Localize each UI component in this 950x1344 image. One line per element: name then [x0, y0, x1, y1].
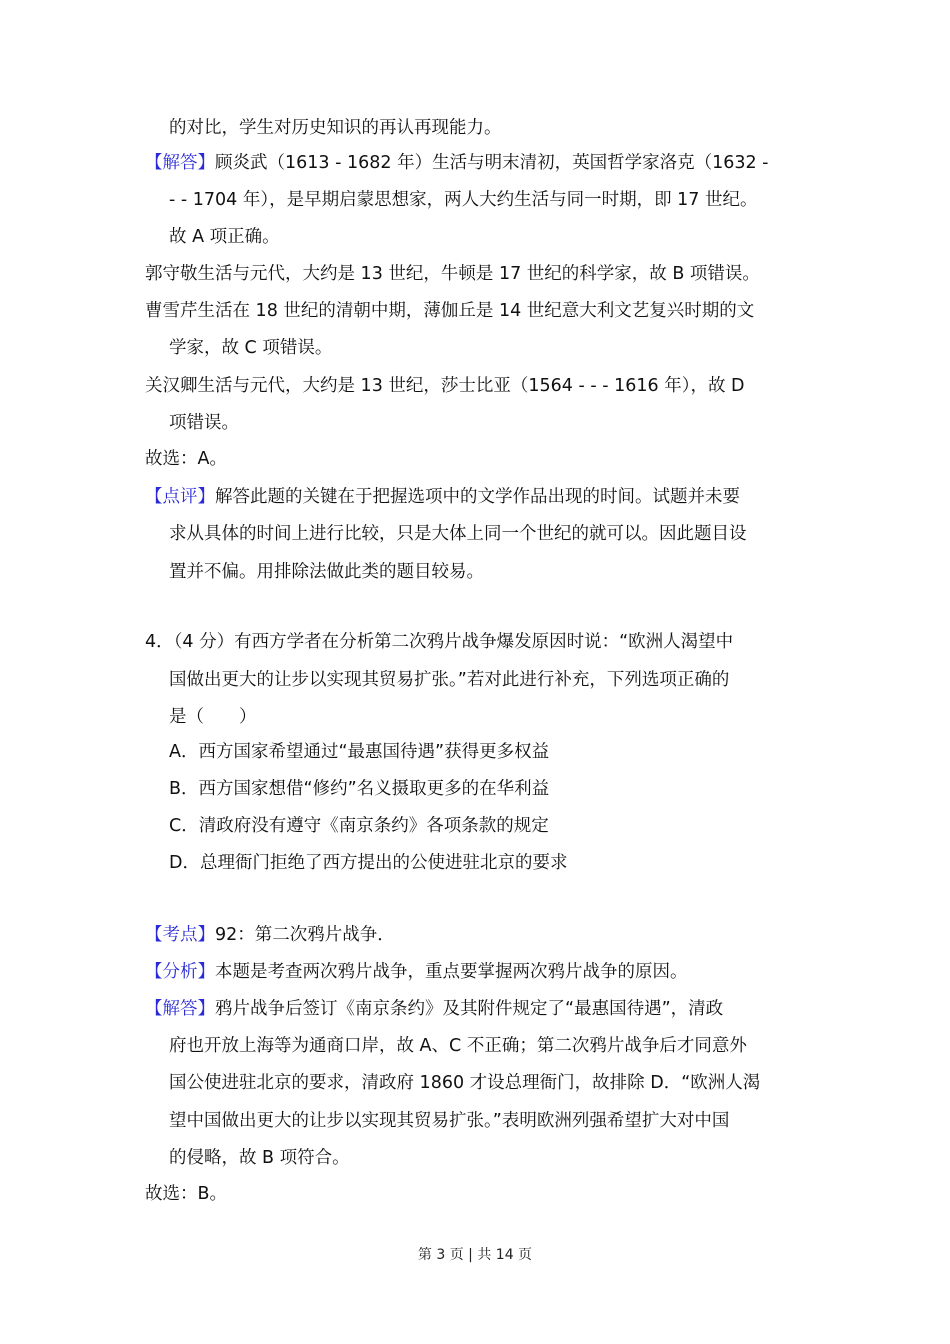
- answer-text: 鸦片战争后签订《南京条约》及其附件规定了“最惠国待遇”，清政: [215, 999, 724, 1019]
- analysis-tail: 的对比，学生对历史知识的再认再现能力。: [169, 118, 502, 138]
- analysis-text: 本题是考查两次鸦片战争，重点要掌握两次鸦片战争的原因。: [215, 962, 688, 982]
- answer-line: 曹雪芹生活在 18 世纪的清朝中期，薄伽丘是 14 世纪意大利文艺复兴时期的文: [145, 301, 755, 321]
- analysis-label: 【分析】: [145, 962, 215, 982]
- question-stem: 4．（4 分）有西方学者在分析第二次鸦片战争爆发原因时说：“欧洲人渴望中: [145, 632, 734, 652]
- solution-answer-line: 望中国做出更大的让步以实现其贸易扩张。”表明欧洲列强希望扩大对中国: [169, 1111, 730, 1131]
- comment-line: [145, 485, 740, 509]
- option-a: A．西方国家希望通过“最惠国待遇”获得更多权益: [169, 742, 550, 762]
- answer-line: 郭守敬生活与元代，大约是 13 世纪，牛顿是 17 世纪的科学家，故 B 项错误。: [145, 264, 760, 284]
- solution-answer-line: 府也开放上海等为通商口岸，故 A、C 不正确；第二次鸦片战争后才同意外: [169, 1036, 747, 1056]
- answer-label: 【解答】: [145, 153, 215, 173]
- option-d: D．总理衙门拒绝了西方提出的公使进驻北京的要求: [169, 853, 568, 873]
- answer-line: 关汉卿生活与元代，大约是 13 世纪，莎士比亚（1564 - - - 1616 年），故 D: [145, 376, 745, 396]
- answer-label: 【解答】: [145, 999, 215, 1019]
- option-b: B．西方国家想借“修约”名义摄取更多的在华利益: [169, 779, 550, 799]
- question-stem: 是（ ）: [169, 707, 257, 727]
- comment-label: 【点评】: [145, 487, 215, 507]
- point-label: 【考点】: [145, 925, 215, 945]
- solution-answer-line: 的侵略，故 B 项符合。: [169, 1148, 350, 1168]
- choice-line: 故选：B。: [145, 1184, 228, 1204]
- option-c: C．清政府没有遵守《南京条约》各项条款的规定: [169, 816, 549, 836]
- page-footer: 第 3 页 | 共 14 页: [417, 1247, 533, 1263]
- question-stem: 国做出更大的让步以实现其贸易扩张。”若对此进行补充，下列选项正确的: [169, 670, 730, 690]
- point-text: 92：第二次鸦片战争．: [215, 925, 395, 945]
- solution-answer-line: 国公使进驻北京的要求，清政府 1860 才设总理衙门，故排除 D．“欧洲人渴: [169, 1073, 761, 1093]
- answer-text: 顾炎武（1613 - 1682 年）生活与明末清初，英国哲学家洛克（1632 -: [215, 153, 769, 173]
- answer-line: 学家，故 C 项错误。: [169, 338, 333, 358]
- comment-line: 置并不偏。用排除法做此类的题目较易。: [169, 562, 484, 582]
- answer-line: [145, 151, 769, 175]
- choice-line: 故选：A。: [145, 449, 227, 469]
- solution-answer-line: [145, 997, 723, 1021]
- point-line: [145, 923, 395, 947]
- analysis-line: [145, 960, 688, 984]
- answer-line: 项错误。: [169, 413, 239, 433]
- answer-line: 故 A 项正确。: [169, 227, 280, 247]
- comment-text: 解答此题的关键在于把握选项中的文学作品出现的时间。试题并未要: [215, 487, 740, 507]
- comment-line: 求从具体的时间上进行比较，只是大体上同一个世纪的就可以。因此题目设: [169, 524, 747, 544]
- answer-line: - - 1704 年），是早期启蒙思想家，两人大约生活与同一时期，即 17 世纪。: [169, 190, 758, 210]
